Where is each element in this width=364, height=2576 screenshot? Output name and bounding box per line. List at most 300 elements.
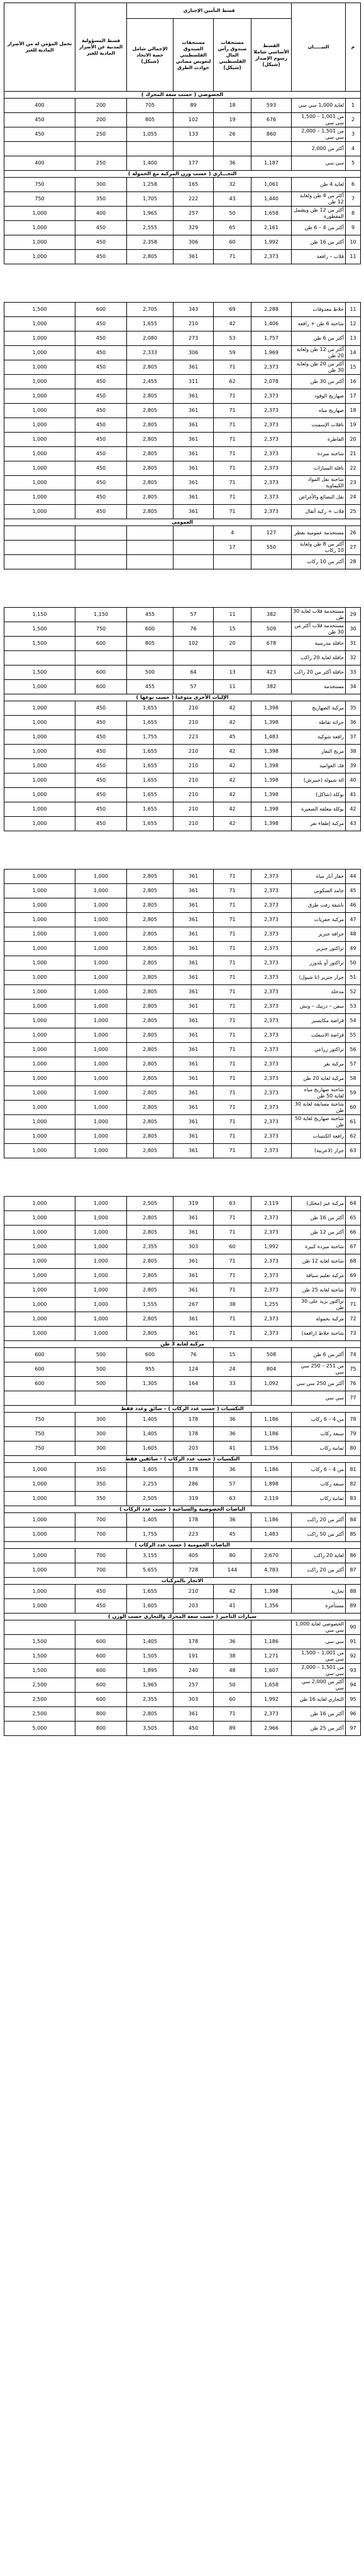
victims-fund: 178 <box>174 1513 214 1528</box>
insured-share <box>4 526 75 541</box>
section-spacer <box>4 831 361 870</box>
row-description: أكثر من 8 طن ولغاية 10 ركاب <box>292 541 346 555</box>
capital-fund: 11 <box>214 680 251 694</box>
insured-share: 1,000 <box>4 730 75 745</box>
table-row <box>4 1678 361 1693</box>
third-party-premium: 1,000 <box>75 1298 127 1312</box>
insured-share <box>4 142 75 156</box>
table-row <box>4 1043 361 1057</box>
row-number: 54 <box>346 1014 361 1028</box>
table-row <box>4 1391 361 1406</box>
total-premium: 1,655 <box>127 817 174 831</box>
victims-fund: 257 <box>174 1678 214 1693</box>
insured-share: 1,000 <box>4 1115 75 1129</box>
capital-fund: 17 <box>214 541 251 555</box>
total-premium: 2,805 <box>127 505 174 519</box>
basic-premium: 2,161 <box>251 221 292 235</box>
row-number: 69 <box>346 1269 361 1283</box>
victims-fund: 203 <box>174 1599 214 1614</box>
table-row <box>4 898 361 913</box>
victims-fund <box>174 1620 214 1635</box>
victims-fund: 191 <box>174 1649 214 1664</box>
capital-fund: 71 <box>214 1115 251 1129</box>
third-party-premium: 600 <box>75 1678 127 1693</box>
row-number: 24 <box>346 490 361 505</box>
section-title: الخصوصي ( حسب سعة المحرك ) <box>4 92 361 99</box>
basic-premium: 2,373 <box>251 870 292 884</box>
total-premium: 2,805 <box>127 1254 174 1269</box>
table-row <box>4 1477 361 1492</box>
victims-fund: 222 <box>174 192 214 207</box>
row-number: 58 <box>346 1072 361 1086</box>
col-header-group: قسط التأمين الإجباري <box>127 3 292 19</box>
total-premium: 2,805 <box>127 418 174 433</box>
insured-share: 750 <box>4 178 75 192</box>
capital-fund: 45 <box>214 1528 251 1542</box>
row-number: 14 <box>346 346 361 360</box>
row-number: 12 <box>346 317 361 331</box>
total-premium: 2,805 <box>127 971 174 985</box>
capital-fund: 71 <box>214 490 251 505</box>
table-row <box>4 1413 361 1427</box>
capital-fund: 45 <box>214 730 251 745</box>
total-premium: 1,555 <box>127 1298 174 1312</box>
capital-fund: 59 <box>214 346 251 360</box>
capital-fund: 71 <box>214 1028 251 1043</box>
insured-share: 1,000 <box>4 1327 75 1341</box>
capital-fund: 71 <box>214 1312 251 1327</box>
total-premium: 1,655 <box>127 1585 174 1599</box>
insured-share: 1,000 <box>4 956 75 971</box>
row-number: 55 <box>346 1028 361 1043</box>
row-description: بوكلة مغلقة الصغيرة <box>292 802 346 817</box>
table-row <box>4 1599 361 1614</box>
row-number: 8 <box>346 207 361 221</box>
capital-fund: 71 <box>214 433 251 447</box>
table-row <box>4 555 361 569</box>
third-party-premium: 200 <box>75 99 127 113</box>
third-party-premium: 1,000 <box>75 1072 127 1086</box>
table-row <box>4 773 361 788</box>
row-description: مستخدمة <box>292 680 346 694</box>
row-number: 61 <box>346 1115 361 1129</box>
section-title: الباصات العمومية ( حسب عدد الركاب ) <box>4 1542 361 1549</box>
table-row <box>4 870 361 884</box>
total-premium <box>127 142 174 156</box>
section-title: الباصات الخصوصية والسياحية ( حسب عدد الركاب ) <box>4 1506 361 1513</box>
total-premium: 1,655 <box>127 701 174 716</box>
insured-share: 1,000 <box>4 1492 75 1506</box>
insured-share: 2,500 <box>4 1693 75 1707</box>
total-premium: 2,805 <box>127 1144 174 1158</box>
total-premium: 2,805 <box>127 884 174 898</box>
basic-premium: 2,373 <box>251 505 292 519</box>
col-header-number: م <box>346 3 361 92</box>
victims-fund: 306 <box>174 346 214 360</box>
total-premium: 1,965 <box>127 207 174 221</box>
victims-fund: 210 <box>174 788 214 802</box>
table-row <box>4 1000 361 1014</box>
row-description: أكثر من 20 راكب <box>292 1563 346 1578</box>
table-row <box>4 331 361 346</box>
third-party-premium: 450 <box>75 250 127 264</box>
basic-premium: 2,373 <box>251 476 292 490</box>
victims-fund: 311 <box>174 375 214 389</box>
row-number: 84 <box>346 1513 361 1528</box>
table-row <box>4 1693 361 1707</box>
tariff-body <box>4 92 361 1736</box>
third-party-premium: 1,000 <box>75 1269 127 1283</box>
total-premium: 955 <box>127 1362 174 1377</box>
victims-fund: 361 <box>174 1072 214 1086</box>
row-description: مزيج النفار <box>292 745 346 759</box>
victims-fund <box>174 541 214 555</box>
row-description: مستخدمة عمومية بقطر <box>292 526 346 541</box>
third-party-premium: 600 <box>75 637 127 651</box>
row-description: شاحنة صهاريج مياه لغاية 50 طن <box>292 1086 346 1101</box>
insured-share: 1,000 <box>4 942 75 956</box>
section-title-row <box>4 171 361 178</box>
table-row <box>4 221 361 235</box>
insured-share: 1,000 <box>4 1014 75 1028</box>
table-row <box>4 884 361 898</box>
total-premium: 2,805 <box>127 913 174 927</box>
table-row <box>4 1563 361 1578</box>
basic-premium: 593 <box>251 99 292 113</box>
total-premium: 2,805 <box>127 1072 174 1086</box>
row-description: نقل البضائع والأغراض <box>292 490 346 505</box>
capital-fund: 144 <box>214 1563 251 1578</box>
capital-fund: 36 <box>214 1635 251 1649</box>
row-number: 62 <box>346 1129 361 1144</box>
victims-fund: 210 <box>174 773 214 788</box>
victims-fund: 361 <box>174 870 214 884</box>
victims-fund: 361 <box>174 389 214 404</box>
row-description: أكثر من 6 طن <box>292 331 346 346</box>
capital-fund: 13 <box>214 666 251 680</box>
capital-fund: 71 <box>214 1057 251 1072</box>
total-premium: 3,155 <box>127 1549 174 1563</box>
basic-premium: 676 <box>251 113 292 127</box>
basic-premium <box>251 651 292 666</box>
row-description: جرار جنزير (تا شيول) <box>292 971 346 985</box>
insured-share: 1,500 <box>4 1649 75 1664</box>
row-number: 11 <box>346 303 361 317</box>
basic-premium: 1,398 <box>251 745 292 759</box>
capital-fund: 60 <box>214 1240 251 1254</box>
row-description: ناقلة السيارات <box>292 461 346 476</box>
row-description: شاحنة مبردة <box>292 447 346 461</box>
victims-fund: 361 <box>174 433 214 447</box>
third-party-premium: 350 <box>75 1477 127 1492</box>
third-party-premium: 1,000 <box>75 898 127 913</box>
table-row <box>4 490 361 505</box>
col-header-victims-fund: مستحقات الصندوق الفلسطيني لتعويض مصابي حوادث الطرق <box>174 19 214 92</box>
total-premium: 2,805 <box>127 1312 174 1327</box>
row-number: 53 <box>346 1000 361 1014</box>
capital-fund <box>214 142 251 156</box>
row-number: 44 <box>346 870 361 884</box>
basic-premium: 2,966 <box>251 1722 292 1736</box>
capital-fund: 50 <box>214 207 251 221</box>
row-description: مركبة تعليم سياقة <box>292 1269 346 1283</box>
capital-fund: 71 <box>214 913 251 927</box>
basic-premium: 2,119 <box>251 1492 292 1506</box>
table-row <box>4 360 361 375</box>
capital-fund: 71 <box>214 461 251 476</box>
basic-premium: 2,373 <box>251 433 292 447</box>
row-description: ثمانية ركاب <box>292 1442 346 1456</box>
table-row <box>4 250 361 264</box>
row-description: التجاري لغاية 16 طن <box>292 1693 346 1707</box>
victims-fund: 361 <box>174 1144 214 1158</box>
insured-share: 1,500 <box>4 666 75 680</box>
table-row <box>4 127 361 142</box>
section-title: الاتجار بالمركبات <box>4 1578 361 1585</box>
insured-share: 1,000 <box>4 913 75 927</box>
insured-share: 2,500 <box>4 1707 75 1722</box>
capital-fund <box>214 1391 251 1406</box>
insured-share: 1,500 <box>4 622 75 637</box>
section-title-row <box>4 1406 361 1413</box>
capital-fund: 71 <box>214 1129 251 1144</box>
row-description: من 1,001 – 1,500 سي سي <box>292 113 346 127</box>
table-row <box>4 418 361 433</box>
row-description: سفن – درنيك – ونش <box>292 1000 346 1014</box>
insured-share: 1,000 <box>4 884 75 898</box>
third-party-premium: 700 <box>75 1528 127 1542</box>
insured-share: 1,000 <box>4 1086 75 1101</box>
total-premium: 1,895 <box>127 1664 174 1678</box>
row-number: 64 <box>346 1197 361 1211</box>
total-premium: 805 <box>127 113 174 127</box>
third-party-premium: 200 <box>75 113 127 127</box>
row-description: شاحنة لغاية 12 طن <box>292 1254 346 1269</box>
row-description: أكثر من 16 طن <box>292 1707 346 1722</box>
capital-fund: 63 <box>214 1197 251 1211</box>
table-row <box>4 1240 361 1254</box>
basic-premium: 1,406 <box>251 317 292 331</box>
row-description: أكثر من 20 طن ولغاية 30 طن <box>292 360 346 375</box>
table-row <box>4 1144 361 1158</box>
row-number: 6 <box>346 178 361 192</box>
capital-fund: 42 <box>214 716 251 730</box>
table-row <box>4 956 361 971</box>
row-number: 87 <box>346 1563 361 1578</box>
row-number: 40 <box>346 773 361 788</box>
third-party-premium: 1,000 <box>75 1129 127 1144</box>
basic-premium: 1,398 <box>251 716 292 730</box>
section-title-row <box>4 1614 361 1620</box>
third-party-premium: 700 <box>75 1549 127 1563</box>
capital-fund: 50 <box>214 1678 251 1693</box>
basic-premium: 2,373 <box>251 490 292 505</box>
col-header-third-party: قسط المسؤولية المدنية عن الأضرار المادية للغير <box>75 3 127 92</box>
basic-premium: 382 <box>251 680 292 694</box>
row-description: شاحنة لغاية 25 طن <box>292 1283 346 1298</box>
table-row <box>4 433 361 447</box>
victims-fund: 273 <box>174 331 214 346</box>
third-party-premium <box>75 1391 127 1406</box>
table-row <box>4 1014 361 1028</box>
row-number: 67 <box>346 1240 361 1254</box>
insured-share: 1,000 <box>4 1269 75 1283</box>
insured-share: 1,000 <box>4 1585 75 1599</box>
total-premium: 1,055 <box>127 127 174 142</box>
third-party-premium: 1,000 <box>75 1043 127 1057</box>
basic-premium: 2,373 <box>251 1043 292 1057</box>
victims-fund: 361 <box>174 1327 214 1341</box>
basic-premium: 127 <box>251 526 292 541</box>
basic-premium: 1,992 <box>251 1693 292 1707</box>
insured-share: 1,000 <box>4 1463 75 1477</box>
insured-share: 1,000 <box>4 1513 75 1528</box>
row-description: من 4 – 6 ركاب <box>292 1413 346 1427</box>
basic-premium: 2,373 <box>251 1057 292 1072</box>
capital-fund <box>214 651 251 666</box>
victims-fund: 361 <box>174 476 214 490</box>
total-premium: 5,655 <box>127 1563 174 1578</box>
col-header-insured-share: تحمل المؤمن له من الأضرار المادية للغير <box>4 3 75 92</box>
row-description: سبعة ركاب <box>292 1427 346 1442</box>
table-row <box>4 680 361 694</box>
row-number: 65 <box>346 1211 361 1226</box>
basic-premium: 1,356 <box>251 1599 292 1614</box>
capital-fund: 63 <box>214 1492 251 1506</box>
capital-fund: 71 <box>214 1226 251 1240</box>
row-number: 73 <box>346 1327 361 1341</box>
victims-fund: 361 <box>174 1269 214 1283</box>
basic-premium: 2,373 <box>251 1028 292 1043</box>
basic-premium: 2,373 <box>251 250 292 264</box>
row-number: 33 <box>346 666 361 680</box>
capital-fund: 89 <box>214 1722 251 1736</box>
third-party-premium: 800 <box>75 1707 127 1722</box>
basic-premium: 2,288 <box>251 303 292 317</box>
victims-fund: 164 <box>174 1377 214 1391</box>
row-number: 77 <box>346 1391 361 1406</box>
row-description: قراضة الاسفلت <box>292 1028 346 1043</box>
row-description: أكثر من 12 طن <box>292 1226 346 1240</box>
third-party-premium <box>75 1620 127 1635</box>
third-party-premium <box>75 541 127 555</box>
third-party-premium: 450 <box>75 490 127 505</box>
table-row <box>4 1269 361 1283</box>
victims-fund: 361 <box>174 505 214 519</box>
capital-fund: 42 <box>214 701 251 716</box>
table-row <box>4 788 361 802</box>
table-row <box>4 1362 361 1377</box>
capital-fund: 71 <box>214 1269 251 1283</box>
table-row <box>4 1348 361 1362</box>
total-premium: 455 <box>127 608 174 622</box>
victims-fund: 133 <box>174 127 214 142</box>
section-title: مركبة لغاية 3 طن <box>4 1341 361 1348</box>
table-row <box>4 476 361 490</box>
table-row <box>4 235 361 250</box>
total-premium: 2,805 <box>127 1057 174 1072</box>
victims-fund: 223 <box>174 730 214 745</box>
total-premium: 455 <box>127 680 174 694</box>
insured-share: 1,000 <box>4 971 75 985</box>
row-number: 75 <box>346 1362 361 1377</box>
third-party-premium: 1,000 <box>75 870 127 884</box>
total-premium: 2,805 <box>127 447 174 461</box>
third-party-premium: 1,150 <box>75 608 127 622</box>
total-premium: 1,705 <box>127 192 174 207</box>
section-title: العمومي <box>4 519 361 526</box>
total-premium: 1,505 <box>127 1649 174 1664</box>
row-number: 82 <box>346 1477 361 1492</box>
basic-premium: 1,658 <box>251 1678 292 1693</box>
victims-fund <box>174 651 214 666</box>
third-party-premium: 1,000 <box>75 1283 127 1298</box>
third-party-premium: 1,000 <box>75 1028 127 1043</box>
col-header-description: البيـــــان <box>292 3 346 92</box>
row-number: 39 <box>346 759 361 773</box>
third-party-premium: 800 <box>75 1722 127 1736</box>
table-row <box>4 156 361 171</box>
third-party-premium: 450 <box>75 817 127 831</box>
victims-fund: 178 <box>174 1463 214 1477</box>
third-party-premium: 450 <box>75 221 127 235</box>
victims-fund: 89 <box>174 99 214 113</box>
insured-share: 1,000 <box>4 1226 75 1240</box>
total-premium: 2,805 <box>127 1028 174 1043</box>
row-description: أكثر من 250 سي سي <box>292 1377 346 1391</box>
third-party-premium: 350 <box>75 1463 127 1477</box>
total-premium: 1,655 <box>127 759 174 773</box>
row-description: شاحنة مسابقة لغاية 30 طن <box>292 1101 346 1115</box>
section-title-row <box>4 1506 361 1513</box>
insured-share: 400 <box>4 156 75 171</box>
third-party-premium: 600 <box>75 1649 127 1664</box>
third-party-premium: 500 <box>75 1362 127 1377</box>
row-description: سي سي <box>292 1391 346 1406</box>
capital-fund: 71 <box>214 360 251 375</box>
row-number: 71 <box>346 1298 361 1312</box>
row-description: شاحنة مبردة كبيرة <box>292 1240 346 1254</box>
basic-premium: 2,373 <box>251 1254 292 1269</box>
capital-fund: 71 <box>214 1014 251 1028</box>
row-description: لغاية 20 راكب <box>292 1549 346 1563</box>
insured-share: 1,000 <box>4 331 75 346</box>
basic-premium: 2,373 <box>251 360 292 375</box>
insured-share: 600 <box>4 1362 75 1377</box>
insured-share: 1,000 <box>4 505 75 519</box>
victims-fund: 343 <box>174 303 214 317</box>
section-title: التكسيات ( حسب عدد الركاب ) – سائق وعدد فقط <box>4 1406 361 1413</box>
table-row <box>4 701 361 716</box>
total-premium: 2,333 <box>127 346 174 360</box>
table-row <box>4 1211 361 1226</box>
third-party-premium: 300 <box>75 1413 127 1427</box>
victims-fund: 319 <box>174 1492 214 1506</box>
third-party-premium: 300 <box>75 1442 127 1456</box>
insured-share: 1,000 <box>4 788 75 802</box>
row-number: 32 <box>346 651 361 666</box>
total-premium: 1,405 <box>127 1635 174 1649</box>
table-row <box>4 1197 361 1211</box>
row-description: ناقلات الإسمنت <box>292 418 346 433</box>
row-number: 9 <box>346 221 361 235</box>
insured-share: 1,000 <box>4 773 75 788</box>
third-party-premium: 450 <box>75 389 127 404</box>
capital-fund: 71 <box>214 1144 251 1158</box>
basic-premium: 1,271 <box>251 1649 292 1664</box>
row-number: 95 <box>346 1693 361 1707</box>
table-row <box>4 1635 361 1649</box>
